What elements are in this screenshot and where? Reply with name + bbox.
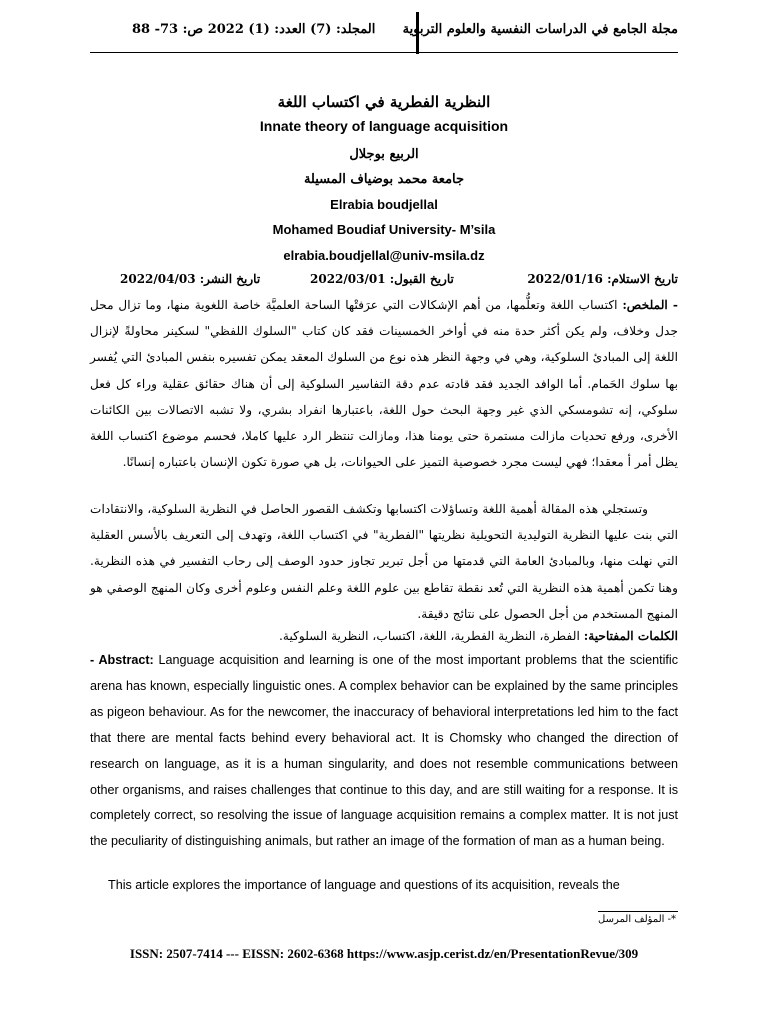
date-published: تاريخ النشر: 2022/04/03 (120, 272, 261, 286)
university-english: Mohamed Boudiaf University- M’sila (272, 222, 496, 237)
abstract-arabic-label: - الملخص: (622, 298, 678, 312)
title-english: Innate theory of language acquisition (259, 118, 509, 134)
abstract-english-p2: This article explores the importance of language and questions of its acquisition, reveals the (108, 878, 620, 892)
abstract-english-label: - Abstract: (90, 653, 154, 667)
keywords-text: الفطرة، النظرية الفطرية، اللغة، اكتساب، النظرية السلوكية. (279, 629, 580, 643)
abstract-english-p1 (90, 648, 678, 855)
abstract-english-text: Language acquisition and learning is one of the most important problems that the scientific arena has known, especially linguistic ones. A complex behavior can be explained by the same principles as pigeon behaviour. As for the newcomer, the inaccuracy of behavioral interpretations led him to the fact that there are mental facts behind every behavioral act. It is Chomsky who changed the direction of research on language, as it is a human singularity, and does not resemble communications between other organisms, and raises challenges that continue to this day, and are still waiting for a response. It is completely correct, so resolving the issue of language acquisition remains a complex matter. It is not just the peculiarity of distinguishing animals, but rather an image of the formation of man as a human being. (90, 653, 678, 849)
journal-name: مجلة الجامع في الدراسات النفسية والعلوم التربوية (402, 22, 678, 37)
keywords-label: الكلمات المفتاحية: (583, 629, 678, 643)
abstract-arabic-text: اكتساب اللغة وتعلُّمها، من أهم الإشكالات التي عرَفتْها الساحة العلميَّة خاصة اللغوية منها، وما تزال محل جدل وخلاف، ولم يكن أكثر حدة منه في أواخر الخمسينات فقد كان كتاب "السلوك اللفظي" لسكينر محاولةً لإنزال اللغة إلى المبادئ السلوكية، وهي في وجهة النظر هذه نوع من السلوك المعقد يمكن تفسيره بنفس المبادئ التي يُفسر بها سلوك الحَمام. أما الوافد الجديد فقد قادته عدم دقة التفاسير السلوكية إلى أن هناك حقائق عقلية وراء كل فعل سلوكي، إنه تشومسكي الذي غير وجهة البحث حول اللغة، باعتبارها انفراد بشري، ولا تشبه الاتصالات بين الكائنات الأخرى، ورفع تحديات مازالت مستمرة حتى يومنا هذا، ومازالت تنتظر الرد عليها كاملا، فحسم موضوع اكتساب اللغة يظل أمر أ معقدا؛ فهي ليست مجرد خصوصية التميز على الحيوانات، بل هي صورة تكون الإنسان باعتباره إنسانًا. (90, 298, 678, 470)
keywords-arabic (90, 623, 678, 649)
footnote-rule (598, 911, 678, 912)
date-received: تاريخ الاستلام: 2022/01/16 (527, 272, 678, 286)
university-arabic: جامعة محمد بوضياف المسيلة (303, 172, 465, 187)
corresponding-author-note: *- المؤلف المرسل (598, 914, 676, 925)
author-english: Elrabia boudjellal (330, 197, 438, 212)
author-arabic: الربيع بوجلال (349, 147, 419, 162)
date-accepted: تاريخ القبول: 2022/03/01 (310, 272, 454, 286)
title-arabic: النظرية الفطرية في اكتساب اللغة (277, 93, 491, 111)
abstract-arabic-p1 (90, 292, 678, 475)
page-footer: ISSN: 2507-7414 --- EISSN: 2602-6368 https://www.asjp.cerist.dz/en/PresentationRevue/309 (129, 946, 639, 961)
abstract-arabic-p2: وتستجلي هذه المقالة أهمية اللغة وتساؤلات اكتسابها وتكشف القصور الحاصل في النظرية السلوكية، والانتقادات التي بنت عليها النظرية التوليدية التحويلية نظريتها "الفطرية" في اكتساب اللغة، وتهدف إلى التعريف بالأسس العقلية التي نهلت منها، وبالمبادئ العامة التي قدمتها من أجل تبرير تجاوز حدود الوصف إلى رحاب التفسير في هذه النظرية. وهنا تكمن أهمية هذه النظرية التي تُعد نقطة تقاطع بين علوم اللغة وعلم النفس وعلوم أخرى وكان المنهج الوصفي هو المنهج المستخدم من أجل الحصول على نتائج دقيقة. (90, 502, 678, 621)
volume-info: المجلد: (7) العدد: (1) 2022 ص: 73- 88 (132, 22, 376, 37)
page-header (90, 12, 678, 54)
header-rule (90, 52, 678, 53)
author-email[interactable]: elrabia.boudjellal@univ-msila.dz (283, 248, 485, 263)
article-dates (90, 272, 678, 292)
